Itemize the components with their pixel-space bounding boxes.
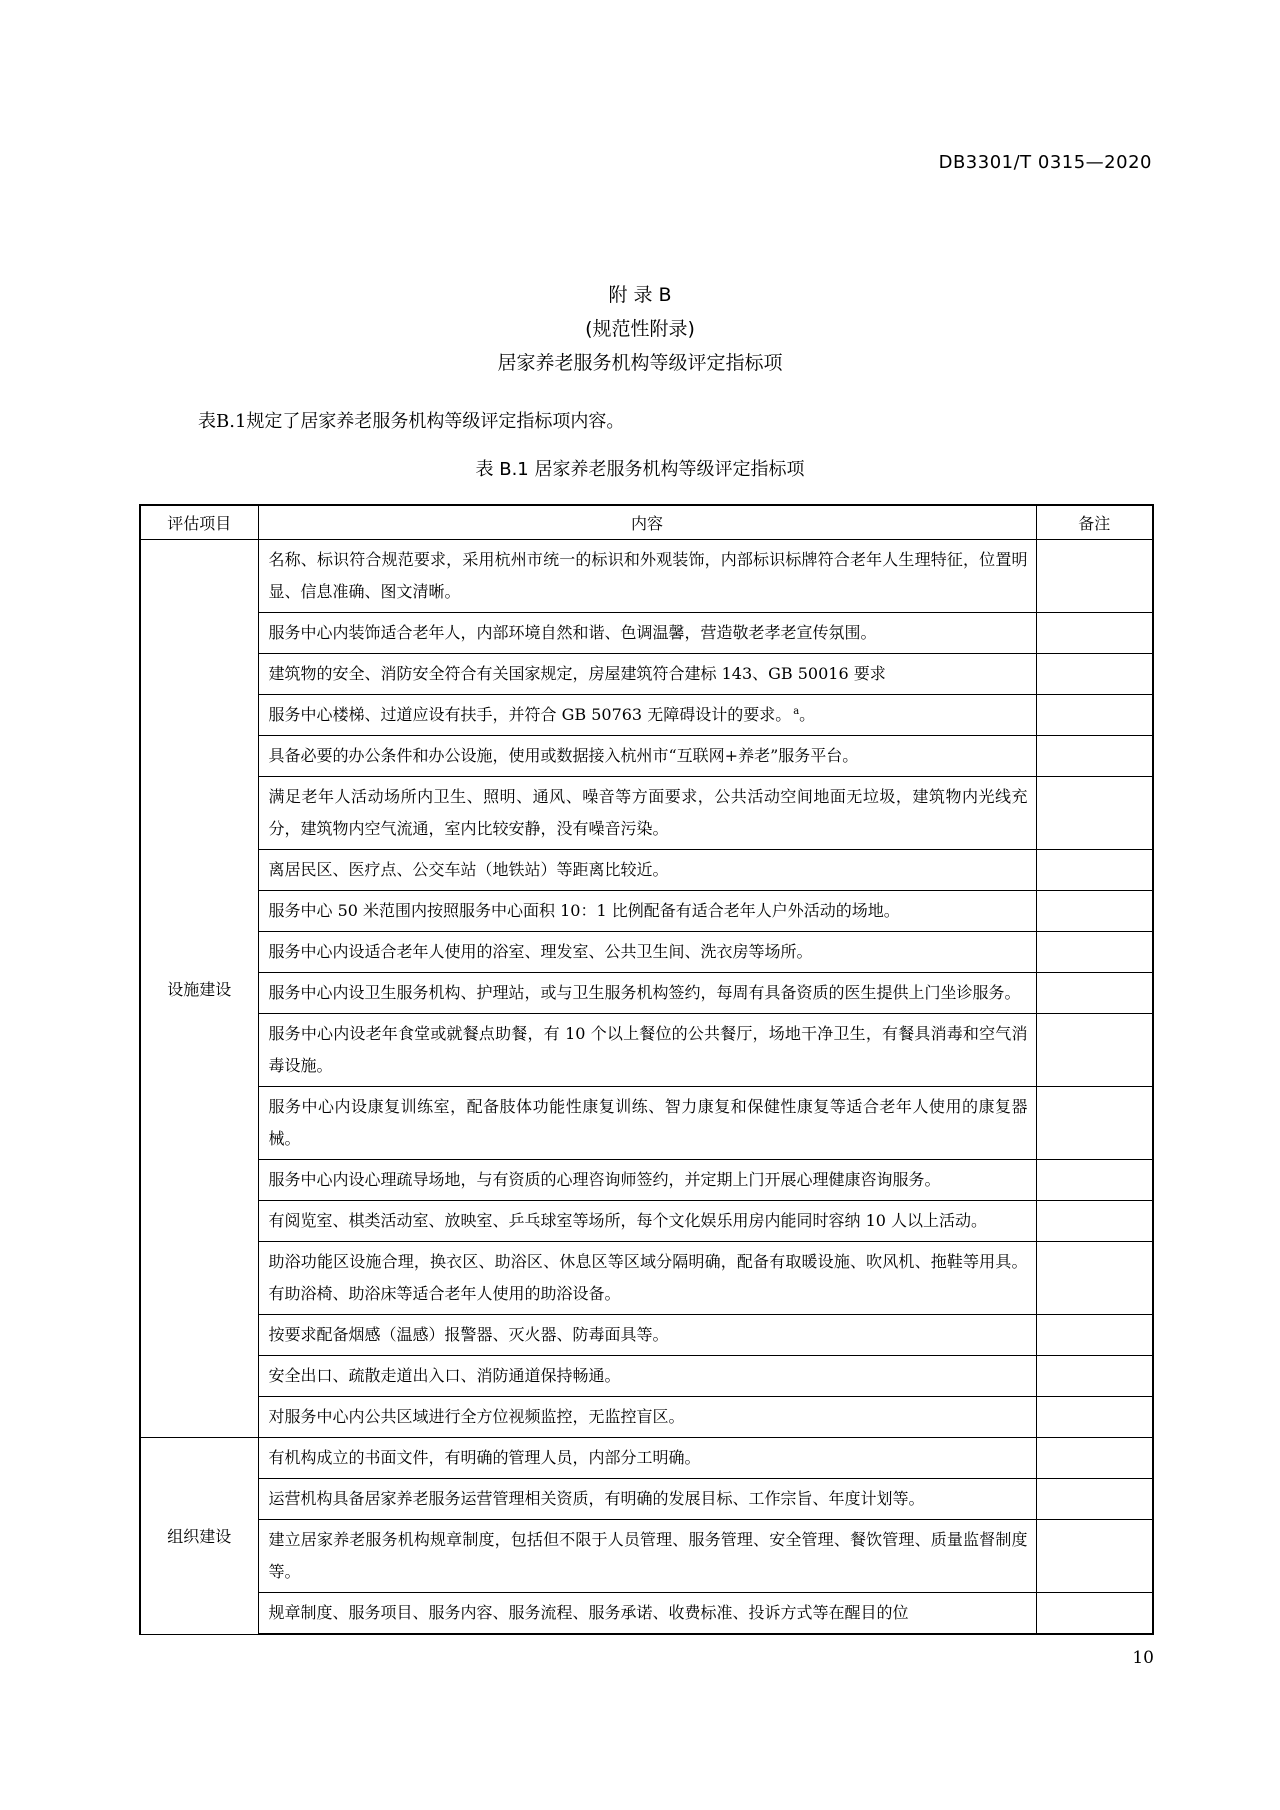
content-text: 名称、标识符合规范要求，采用杭州市统一的标识和外观装饰，内部标识标牌符合老年人生理特征，位置明显、信息准确、图文清晰。 xyxy=(268,550,1028,601)
table-row xyxy=(140,1356,1153,1397)
table-row xyxy=(140,850,1153,891)
table-row xyxy=(140,1397,1153,1438)
note-cell xyxy=(1036,932,1153,973)
content-text: 运营机构具备居家养老服务运营管理相关资质，有明确的发展目标、工作宗旨、年度计划等。 xyxy=(268,1489,925,1508)
note-cell xyxy=(1036,695,1153,736)
table-row xyxy=(140,1242,1153,1315)
table-row xyxy=(140,1087,1153,1160)
table-body xyxy=(140,540,1153,1635)
table-row xyxy=(140,1201,1153,1242)
header-content: 内容 xyxy=(258,505,1036,540)
table-row xyxy=(140,654,1153,695)
note-cell xyxy=(1036,540,1153,613)
table-row xyxy=(140,1520,1153,1593)
content-text: 具备必要的办公条件和办公设施，使用或数据接入杭州市“互联网+养老”服务平台。 xyxy=(268,746,859,765)
note-cell xyxy=(1036,891,1153,932)
content-cell xyxy=(258,654,1036,695)
page-number: 10 xyxy=(1132,1648,1154,1668)
table-row xyxy=(140,891,1153,932)
content-cell xyxy=(258,777,1036,850)
content-text: 建筑物的安全、消防安全符合有关国家规定，房屋建筑符合建标 143、GB 50016 要求 xyxy=(268,664,886,683)
content-text: 服务中心内装饰适合老年人，内部环境自然和谐、色调温馨，营造敬老孝老宣传氛围。 xyxy=(268,623,877,642)
note-cell xyxy=(1036,850,1153,891)
note-cell xyxy=(1036,1479,1153,1520)
table-caption: 表 B.1 居家养老服务机构等级评定指标项 xyxy=(475,459,805,480)
content-text: 对服务中心内公共区域进行全方位视频监控，无监控盲区。 xyxy=(268,1407,685,1426)
table-row xyxy=(140,1438,1153,1479)
table-row xyxy=(140,1315,1153,1356)
note-cell xyxy=(1036,1397,1153,1438)
content-text: 服务中心内设适合老年人使用的浴室、理发室、公共卫生间、洗衣房等场所。 xyxy=(268,942,813,961)
content-cell xyxy=(258,1087,1036,1160)
content-cell xyxy=(258,932,1036,973)
content-text: 有阅览室、棋类活动室、放映室、乒乓球室等场所，每个文化娱乐用房内能同时容纳 10 人以上活动。 xyxy=(268,1211,988,1230)
content-cell xyxy=(258,1014,1036,1087)
note-cell xyxy=(1036,1201,1153,1242)
note-cell xyxy=(1036,1242,1153,1315)
content-cell xyxy=(258,540,1036,613)
content-text: 离居民区、医疗点、公交车站（地铁站）等距离比较近。 xyxy=(268,860,669,879)
content-cell xyxy=(258,891,1036,932)
table-row xyxy=(140,613,1153,654)
document-code: DB3301/T 0315—2020 xyxy=(938,152,1152,173)
content-text: 服务中心楼梯、过道应设有扶手，并符合 GB 50763 无障碍设计的要求。 xyxy=(268,705,792,724)
content-text: 服务中心内设老年食堂或就餐点助餐，有 10 个以上餐位的公共餐厅，场地干净卫生，有餐具消毒和空气消毒设施。 xyxy=(268,1024,1028,1075)
content-text: 服务中心 50 米范围内按照服务中心面积 10：1 比例配备有适合老年人户外活动的场地。 xyxy=(268,901,900,920)
table-row xyxy=(140,1593,1153,1635)
content-cell xyxy=(258,1201,1036,1242)
content-cell xyxy=(258,973,1036,1014)
table-row xyxy=(140,695,1153,736)
footnote-mark: a xyxy=(793,705,800,717)
category-cell: 组织建设 xyxy=(140,1438,258,1635)
appendix-subtitle: (规范性附录) xyxy=(585,318,695,340)
note-cell xyxy=(1036,973,1153,1014)
content-cell xyxy=(258,736,1036,777)
content-cell xyxy=(258,1315,1036,1356)
content-cell xyxy=(258,613,1036,654)
content-cell xyxy=(258,1160,1036,1201)
appendix-title: 附 录 B xyxy=(608,284,672,306)
content-cell xyxy=(258,1520,1036,1593)
note-cell xyxy=(1036,1160,1153,1201)
note-cell xyxy=(1036,1014,1153,1087)
table-header-row xyxy=(140,505,1153,540)
table-row xyxy=(140,540,1153,613)
content-text: 按要求配备烟感（温感）报警器、灭火器、防毒面具等。 xyxy=(268,1325,669,1344)
table-row xyxy=(140,736,1153,777)
evaluation-index-table xyxy=(139,504,1154,1635)
note-cell xyxy=(1036,613,1153,654)
note-cell xyxy=(1036,1593,1153,1635)
note-cell xyxy=(1036,1438,1153,1479)
intro-paragraph: 表B.1规定了居家养老服务机构等级评定指标项内容。 xyxy=(198,411,625,432)
content-cell: 服务中心楼梯、过道应设有扶手，并符合 GB 50763 无障碍设计的要求。 $^a$。 xyxy=(258,695,1036,736)
appendix-heading xyxy=(0,278,1280,380)
content-text: 有机构成立的书面文件，有明确的管理人员，内部分工明确。 xyxy=(268,1448,701,1467)
content-text: 服务中心内设心理疏导场地，与有资质的心理咨询师签约，并定期上门开展心理健康咨询服务。 xyxy=(268,1170,941,1189)
content-cell xyxy=(258,1479,1036,1520)
table-row xyxy=(140,973,1153,1014)
content-cell xyxy=(258,850,1036,891)
note-cell xyxy=(1036,736,1153,777)
note-cell xyxy=(1036,1315,1153,1356)
header-note: 备注 xyxy=(1036,505,1153,540)
content-cell xyxy=(258,1593,1036,1635)
content-text: 规章制度、服务项目、服务内容、服务流程、服务承诺、收费标准、投诉方式等在醒目的位 xyxy=(268,1603,909,1622)
note-cell xyxy=(1036,654,1153,695)
content-text: 满足老年人活动场所内卫生、照明、通风、噪音等方面要求，公共活动空间地面无垃圾，建筑物内光线充分，建筑物内空气流通，室内比较安静，没有噪音污染。 xyxy=(268,787,1028,838)
table-row xyxy=(140,1160,1153,1201)
content-text: 服务中心内设康复训练室，配备肢体功能性康复训练、智力康复和保健性康复等适合老年人使用的康复器械。 xyxy=(268,1097,1028,1148)
content-text: 建立居家养老服务机构规章制度，包括但不限于人员管理、服务管理、安全管理、餐饮管理、质量监督制度等。 xyxy=(268,1530,1028,1581)
content-cell xyxy=(258,1356,1036,1397)
table-row xyxy=(140,1014,1153,1087)
content-text: 服务中心内设卫生服务机构、护理站，或与卫生服务机构签约，每周有具备资质的医生提供上门坐诊服务。 xyxy=(268,983,1021,1002)
appendix-name: 居家养老服务机构等级评定指标项 xyxy=(497,352,783,374)
header-item: 评估项目 xyxy=(140,505,258,540)
note-cell xyxy=(1036,777,1153,850)
table-row xyxy=(140,777,1153,850)
note-cell xyxy=(1036,1520,1153,1593)
content-cell xyxy=(258,1242,1036,1315)
category-cell: 设施建设 xyxy=(140,540,258,1438)
table-row xyxy=(140,932,1153,973)
note-cell xyxy=(1036,1356,1153,1397)
content-text: 助浴功能区设施合理，换衣区、助浴区、休息区等区域分隔明确，配备有取暖设施、吹风机、拖鞋等用具。有助浴椅、助浴床等适合老年人使用的助浴设备。 xyxy=(268,1252,1028,1303)
note-cell xyxy=(1036,1087,1153,1160)
content-text: 安全出口、疏散走道出入口、消防通道保持畅通。 xyxy=(268,1366,621,1385)
table-row xyxy=(140,1479,1153,1520)
content-cell xyxy=(258,1438,1036,1479)
content-cell xyxy=(258,1397,1036,1438)
